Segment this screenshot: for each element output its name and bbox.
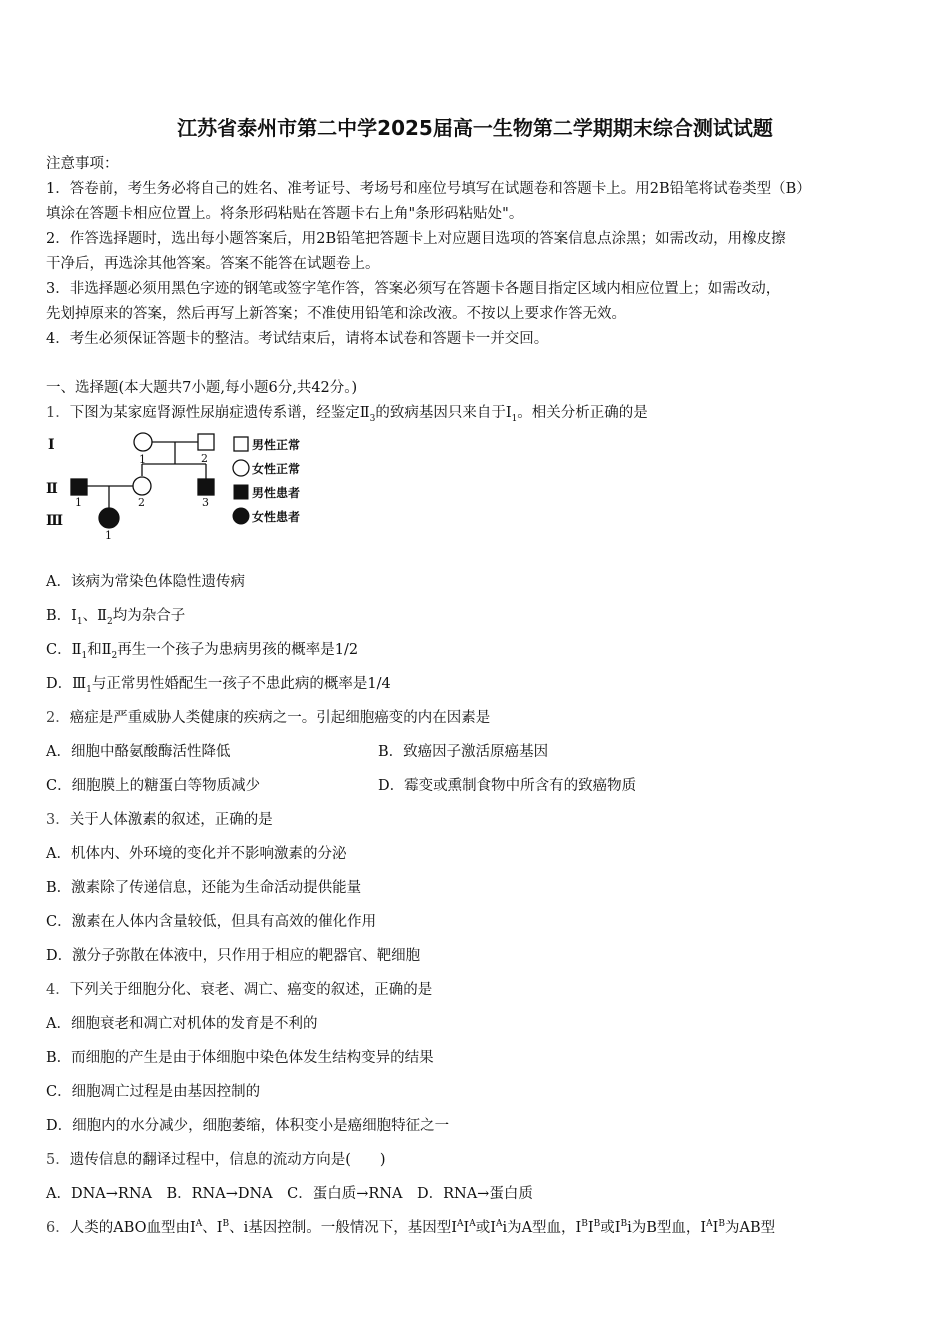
q1-b-part: 、Ⅱ — [82, 608, 107, 624]
individual-II3 — [198, 479, 214, 495]
q1-stem-part: 。相关分析正确的是 — [517, 405, 648, 421]
gen-label-1: Ⅰ — [48, 437, 55, 453]
q4-option-a: A．细胞衰老和凋亡对机体的发育是不利的 — [46, 1016, 318, 1032]
legend-male-affected-icon — [234, 485, 248, 499]
q3-option-c: C．激素在人体内含量较低，但具有高效的催化作用 — [46, 914, 377, 930]
individual-I2 — [198, 434, 214, 450]
q1-number: 1． — [46, 405, 70, 421]
q1-stem-part: 的致病基因只来自于Ⅰ — [375, 405, 512, 421]
legend-female-affected-icon — [233, 508, 250, 525]
q2-option-b: B．致癌因子激活原癌基因 — [378, 744, 549, 760]
gen-label-2: Ⅱ — [46, 481, 58, 497]
q1-c-part: 再生一个孩子为患病男孩的概率是1/2 — [117, 642, 359, 658]
legend-female-affected: 女性患者 — [252, 510, 301, 524]
label-II2: 2 — [138, 496, 145, 509]
note-1a: 1．答卷前，考生务必将自己的姓名、准考证号、考场号和座位号填写在试题卷和答题卡上。用2B铅笔将试卷类型（B） — [46, 181, 811, 197]
q4-option-b: B．而细胞的产生是由于体细胞中染色体发生结构变异的结果 — [46, 1050, 434, 1066]
q1-sub: 1 — [511, 413, 518, 424]
q1-d-part: D．Ⅲ — [46, 676, 87, 692]
q3-stem — [46, 808, 273, 829]
q6-part: 或I — [475, 1220, 496, 1236]
q3-option-a: A．机体内、外环境的变化并不影响激素的分泌 — [46, 846, 347, 862]
q6-part: I — [587, 1220, 594, 1236]
q6-part: 人类的ABO血型由I — [69, 1220, 196, 1236]
legend-male-affected: 男性患者 — [252, 486, 301, 500]
label-II1: 1 — [75, 496, 82, 509]
q2-stem — [46, 706, 490, 727]
q1-c-sub: 1 — [81, 650, 88, 661]
q2-option-a: A．细胞中酪氨酸酶活性降低 — [46, 744, 231, 760]
note-4: 4．考生必须保证答题卡的整洁。考试结束后，请将本试卷和答题卡一并交回。 — [46, 331, 549, 347]
q6-stem — [46, 1216, 775, 1237]
q6-part: I — [463, 1220, 470, 1236]
q4-option-c: C．细胞凋亡过程是由基因控制的 — [46, 1084, 261, 1100]
q3-number: 3． — [46, 812, 70, 828]
q6-sup: A — [495, 1219, 503, 1230]
q5-options: A．DNA→RNA B．RNA→DNA C．蛋白质→RNA D．RNA→蛋白质 — [46, 1186, 533, 1202]
q6-sup: B — [620, 1219, 628, 1230]
q6-sup: B — [593, 1219, 601, 1230]
q6-part: i为A型血，I — [502, 1220, 582, 1236]
q6-part: 、i基因控制。一般情况下，基因型I — [229, 1220, 457, 1236]
q2-number: 2． — [46, 710, 70, 726]
q1-b-sub: 2 — [106, 616, 113, 627]
q6-sup: B — [718, 1219, 726, 1230]
q1-b-sub: 1 — [76, 616, 83, 627]
q2-stem-text: 癌症是严重威胁人类健康的疾病之一。引起细胞癌变的内在因素是 — [69, 710, 491, 726]
q6-sup: A — [195, 1219, 203, 1230]
legend-male-normal: 男性正常 — [252, 438, 301, 452]
q4-stem — [46, 978, 432, 999]
q1-c-part: 和Ⅱ — [87, 642, 112, 658]
q6-part: 为AB型 — [725, 1220, 776, 1236]
q4-number: 4． — [46, 982, 70, 998]
q1-b-part: B．Ⅰ — [46, 608, 77, 624]
q3-option-b: B．激素除了传递信息，还能为生命活动提供能量 — [46, 880, 362, 896]
legend-female-normal-icon — [233, 460, 249, 476]
notes-heading: 注意事项： — [46, 156, 119, 172]
q1-option-d — [46, 672, 391, 695]
individual-III1 — [99, 508, 119, 528]
pedigree-diagram — [40, 425, 330, 550]
individual-I1 — [134, 433, 152, 451]
q1-b-part: 均为杂合子 — [112, 608, 186, 624]
q6-number: 6． — [46, 1220, 70, 1236]
q6-sup: A — [706, 1219, 713, 1230]
q1-d-part: 与正常男性婚配生一孩子不患此病的概率是1/4 — [91, 676, 391, 692]
q1-c-part: C．Ⅱ — [46, 642, 82, 658]
q1-option-c — [46, 638, 358, 661]
q1-c-sub: 2 — [111, 650, 118, 661]
note-1b: 填涂在答题卡相应位置上。将条形码粘贴在答题卡右上角"条形码粘贴处"。 — [46, 206, 524, 222]
q4-stem-text: 下列关于细胞分化、衰老、凋亡、癌变的叙述，正确的是 — [69, 982, 433, 998]
q3-option-d: D．激分子弥散在体液中，只作用于相应的靶器官、靶细胞 — [46, 948, 421, 964]
q5-number: 5． — [46, 1152, 70, 1168]
note-3a: 3．非选择题必须用黑色字迹的钢笔或签字笔作答，答案必须写在答题卡各题目指定区域内相应位置上；如需改动， — [46, 281, 781, 297]
note-2b: 干净后，再选涂其他答案。答案不能答在试题卷上。 — [46, 256, 380, 272]
q5-stem-text: 遗传信息的翻译过程中，信息的流动方向是( ) — [69, 1152, 386, 1168]
q4-option-d: D．细胞内的水分减少，细胞萎缩，体积变小是癌细胞特征之一 — [46, 1118, 450, 1134]
q1-option-a: A．该病为常染色体隐性遗传病 — [46, 574, 245, 590]
q6-part: i为B型血，I — [627, 1220, 707, 1236]
label-II3: 3 — [202, 496, 209, 509]
gen-label-3: Ⅲ — [46, 513, 64, 529]
label-I1: 1 — [139, 453, 146, 466]
label-III1: 1 — [105, 529, 112, 542]
q6-part: I — [712, 1220, 719, 1236]
q2-option-d: D．霉变或熏制食物中所含有的致癌物质 — [378, 778, 637, 794]
note-3b: 先划掉原来的答案，然后再写上新答案；不准使用铅笔和涂改液。不按以上要求作答无效。 — [46, 306, 626, 322]
q6-sup: A — [456, 1219, 464, 1230]
label-I2: 2 — [201, 452, 208, 465]
individual-II1 — [71, 479, 87, 495]
q1-stem — [46, 401, 648, 424]
q6-part: 、I — [202, 1220, 223, 1236]
individual-II2 — [133, 477, 151, 495]
q6-sup: A — [469, 1219, 476, 1230]
legend-male-normal-icon — [234, 437, 248, 451]
q1-d-sub: 1 — [86, 684, 92, 695]
page-title: 江苏省泰州市第二中学2025届高一生物第二学期期末综合测试试题 — [177, 116, 773, 140]
note-2a: 2．作答选择题时，选出每小题答案后，用2B铅笔把答题卡上对应题目选项的答案信息点涂黑；如需改动，用橡皮擦 — [46, 231, 786, 247]
q6-part: 或I — [600, 1220, 621, 1236]
q1-sub: 3 — [369, 413, 376, 424]
q3-stem-text: 关于人体激素的叙述，正确的是 — [69, 812, 273, 828]
q1-stem-part: 下图为某家庭肾源性尿崩症遗传系谱，经鉴定Ⅱ — [69, 405, 370, 421]
q2-option-c: C．细胞膜上的糖蛋白等物质减少 — [46, 778, 261, 794]
q6-sup: B — [222, 1219, 230, 1230]
q5-stem — [46, 1148, 386, 1169]
q1-option-b — [46, 604, 185, 627]
q6-sup: B — [581, 1219, 588, 1230]
section-heading: 一、选择题(本大题共7小题,每小题6分,共42分。) — [46, 380, 358, 396]
legend-female-normal: 女性正常 — [252, 462, 301, 476]
